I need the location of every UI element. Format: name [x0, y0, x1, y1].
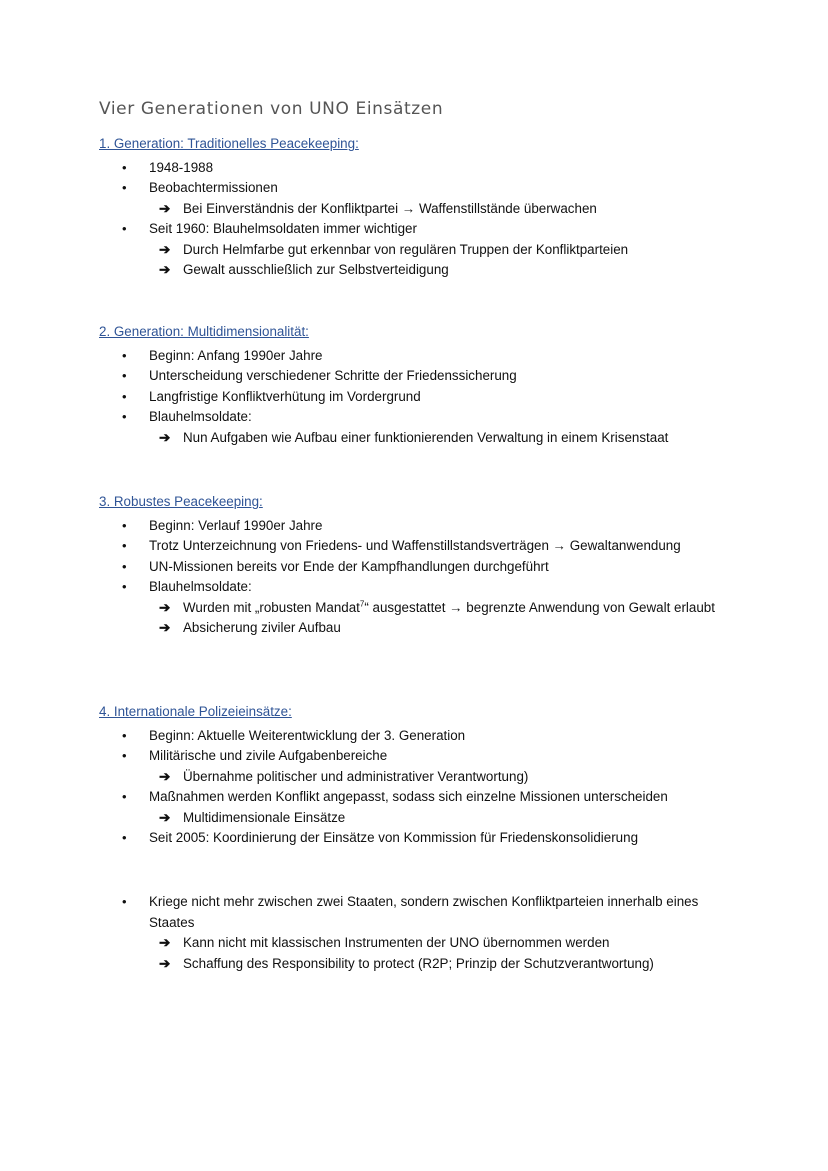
arrow-subitem — [99, 808, 739, 829]
item-text: Durch Helmfarbe gut erkennbar von regulären Truppen der Konfliktparteien — [183, 241, 629, 257]
bullet-item — [99, 158, 739, 179]
item-text: Nun Aufgaben wie Aufbau einer funktionierenden Verwaltung in einem Krisenstaat — [183, 429, 669, 445]
arrow-right-icon: ➔ — [159, 935, 171, 950]
item-text: Beginn: Anfang 1990er Jahre — [149, 347, 323, 363]
bullet-icon: • — [122, 579, 127, 594]
bullet-item — [99, 892, 739, 933]
item-text: UN-Missionen bereits vor Ende der Kampfhandlungen durchgeführt — [149, 558, 549, 574]
section-2 — [99, 322, 739, 448]
bullet-icon: • — [122, 159, 127, 175]
item-text: Bei Einverständnis der Konfliktpartei → Waffenstillstände überwachen — [183, 200, 597, 216]
bullet-item — [99, 536, 739, 557]
bullet-item — [99, 516, 739, 537]
bullet-icon: • — [122, 789, 127, 804]
bullet-item — [99, 387, 739, 408]
item-text: Militärische und zivile Aufgabenbereiche — [149, 748, 388, 763]
bullet-icon: • — [122, 347, 127, 363]
item-text: Gewalt ausschließlich zur Selbstverteidigung — [183, 262, 449, 277]
bullet-item — [99, 577, 739, 598]
section-heading: 1. Generation: Traditionelles Peacekeeping: — [99, 136, 359, 151]
section-heading: 2. Generation: Multidimensionalität: — [99, 324, 309, 339]
bullet-icon: • — [122, 221, 127, 236]
arrow-right-icon: ➔ — [159, 620, 171, 635]
arrow-subitem — [99, 199, 739, 220]
bullet-icon: • — [122, 748, 127, 763]
section-heading: 3. Robustes Peacekeeping: — [99, 494, 263, 509]
item-text-continued: “ ausgestattet → begrenzte Anwendung von Gewalt erlaubt — [364, 599, 715, 615]
arrow-right-icon: ➔ — [159, 768, 171, 784]
section-1 — [99, 134, 739, 281]
bullet-item — [99, 746, 739, 767]
arrow-subitem — [99, 954, 739, 975]
item-text: Kriege nicht mehr zwischen zwei Staaten, sondern zwischen Konfliktparteien innerhalb eines Staates — [149, 894, 699, 930]
arrow-subitem — [99, 260, 739, 281]
arrow-right-icon: ➔ — [159, 955, 171, 971]
document-title: Vier Generationen von UNO Einsätzen — [99, 99, 444, 119]
item-text: Beginn: Verlauf 1990er Jahre — [149, 517, 323, 533]
item-text: Blauhelmsoldate: — [149, 409, 252, 424]
arrow-subitem — [99, 767, 739, 788]
item-text: Wurden mit „robusten Mandat — [183, 599, 360, 615]
arrow-right-icon: ➔ — [159, 241, 171, 257]
bullet-icon: • — [122, 409, 127, 424]
arrow-subitem — [99, 240, 739, 261]
item-text: Langfristige Konfliktverhütung im Vordergrund — [149, 388, 421, 404]
bullet-icon: • — [122, 517, 127, 533]
bullet-icon: • — [122, 180, 127, 195]
item-text: Multidimensionale Einsätze — [183, 809, 346, 825]
bullet-item — [99, 178, 739, 199]
item-text: Unterscheidung verschiedener Schritte der Friedenssicherung — [149, 368, 517, 383]
item-text: Kann nicht mit klassischen Instrumenten der UNO übernommen werden — [183, 935, 610, 950]
bullet-icon: • — [122, 388, 127, 404]
bullet-item — [99, 828, 739, 849]
section-3 — [99, 492, 739, 639]
bullet-item — [99, 366, 739, 387]
item-text: Maßnahmen werden Konflikt angepasst, sodass sich einzelne Missionen unterscheiden — [149, 789, 668, 804]
bullet-item — [99, 726, 739, 747]
bullet-icon: • — [122, 558, 127, 574]
arrow-subitem — [99, 933, 739, 954]
bullet-icon: • — [122, 830, 127, 845]
section-5 — [99, 892, 739, 974]
bullet-icon: • — [122, 727, 127, 743]
item-text: Übernahme politischer und administrativer Verantwortung) — [183, 768, 529, 784]
section-heading: 4. Internationale Polizeieinsätze: — [99, 704, 292, 719]
arrow-subitem — [99, 618, 739, 639]
item-text: Blauhelmsoldate: — [149, 579, 252, 594]
arrow-right-icon: ➔ — [159, 809, 171, 825]
arrow-right-icon: ➔ — [159, 262, 171, 277]
arrow-right-icon: ➔ — [159, 200, 171, 216]
item-text: Schaffung des Responsibility to protect (R2P; Prinzip der Schutzverantwortung) — [183, 955, 654, 971]
bullet-item — [99, 346, 739, 367]
item-text: Seit 1960: Blauhelmsoldaten immer wichtiger — [149, 221, 417, 236]
bullet-item — [99, 557, 739, 578]
item-text: Seit 2005: Koordinierung der Einsätze von Kommission für Friedenskonsolidierung — [149, 830, 639, 845]
arrow-subitem — [99, 598, 739, 619]
item-text: Absicherung ziviler Aufbau — [183, 620, 341, 635]
bullet-icon: • — [122, 368, 127, 383]
section-4 — [99, 702, 739, 849]
bullet-icon: • — [122, 538, 127, 553]
arrow-subitem — [99, 428, 739, 449]
bullet-icon: • — [122, 894, 127, 909]
arrow-right-icon: ➔ — [159, 429, 171, 445]
footnote-mark: 7 — [359, 599, 365, 609]
bullet-item — [99, 407, 739, 428]
item-text: Beginn: Aktuelle Weiterentwicklung der 3. Generation — [149, 727, 466, 743]
bullet-item — [99, 787, 739, 808]
bullet-item — [99, 219, 739, 240]
item-text: 1948-1988 — [149, 159, 214, 175]
item-text: Trotz Unterzeichnung von Friedens- und Waffenstillstandsverträgen → Gewaltanwendung — [149, 538, 681, 553]
item-text: Beobachtermissionen — [149, 180, 278, 195]
arrow-right-icon: ➔ — [159, 599, 171, 615]
